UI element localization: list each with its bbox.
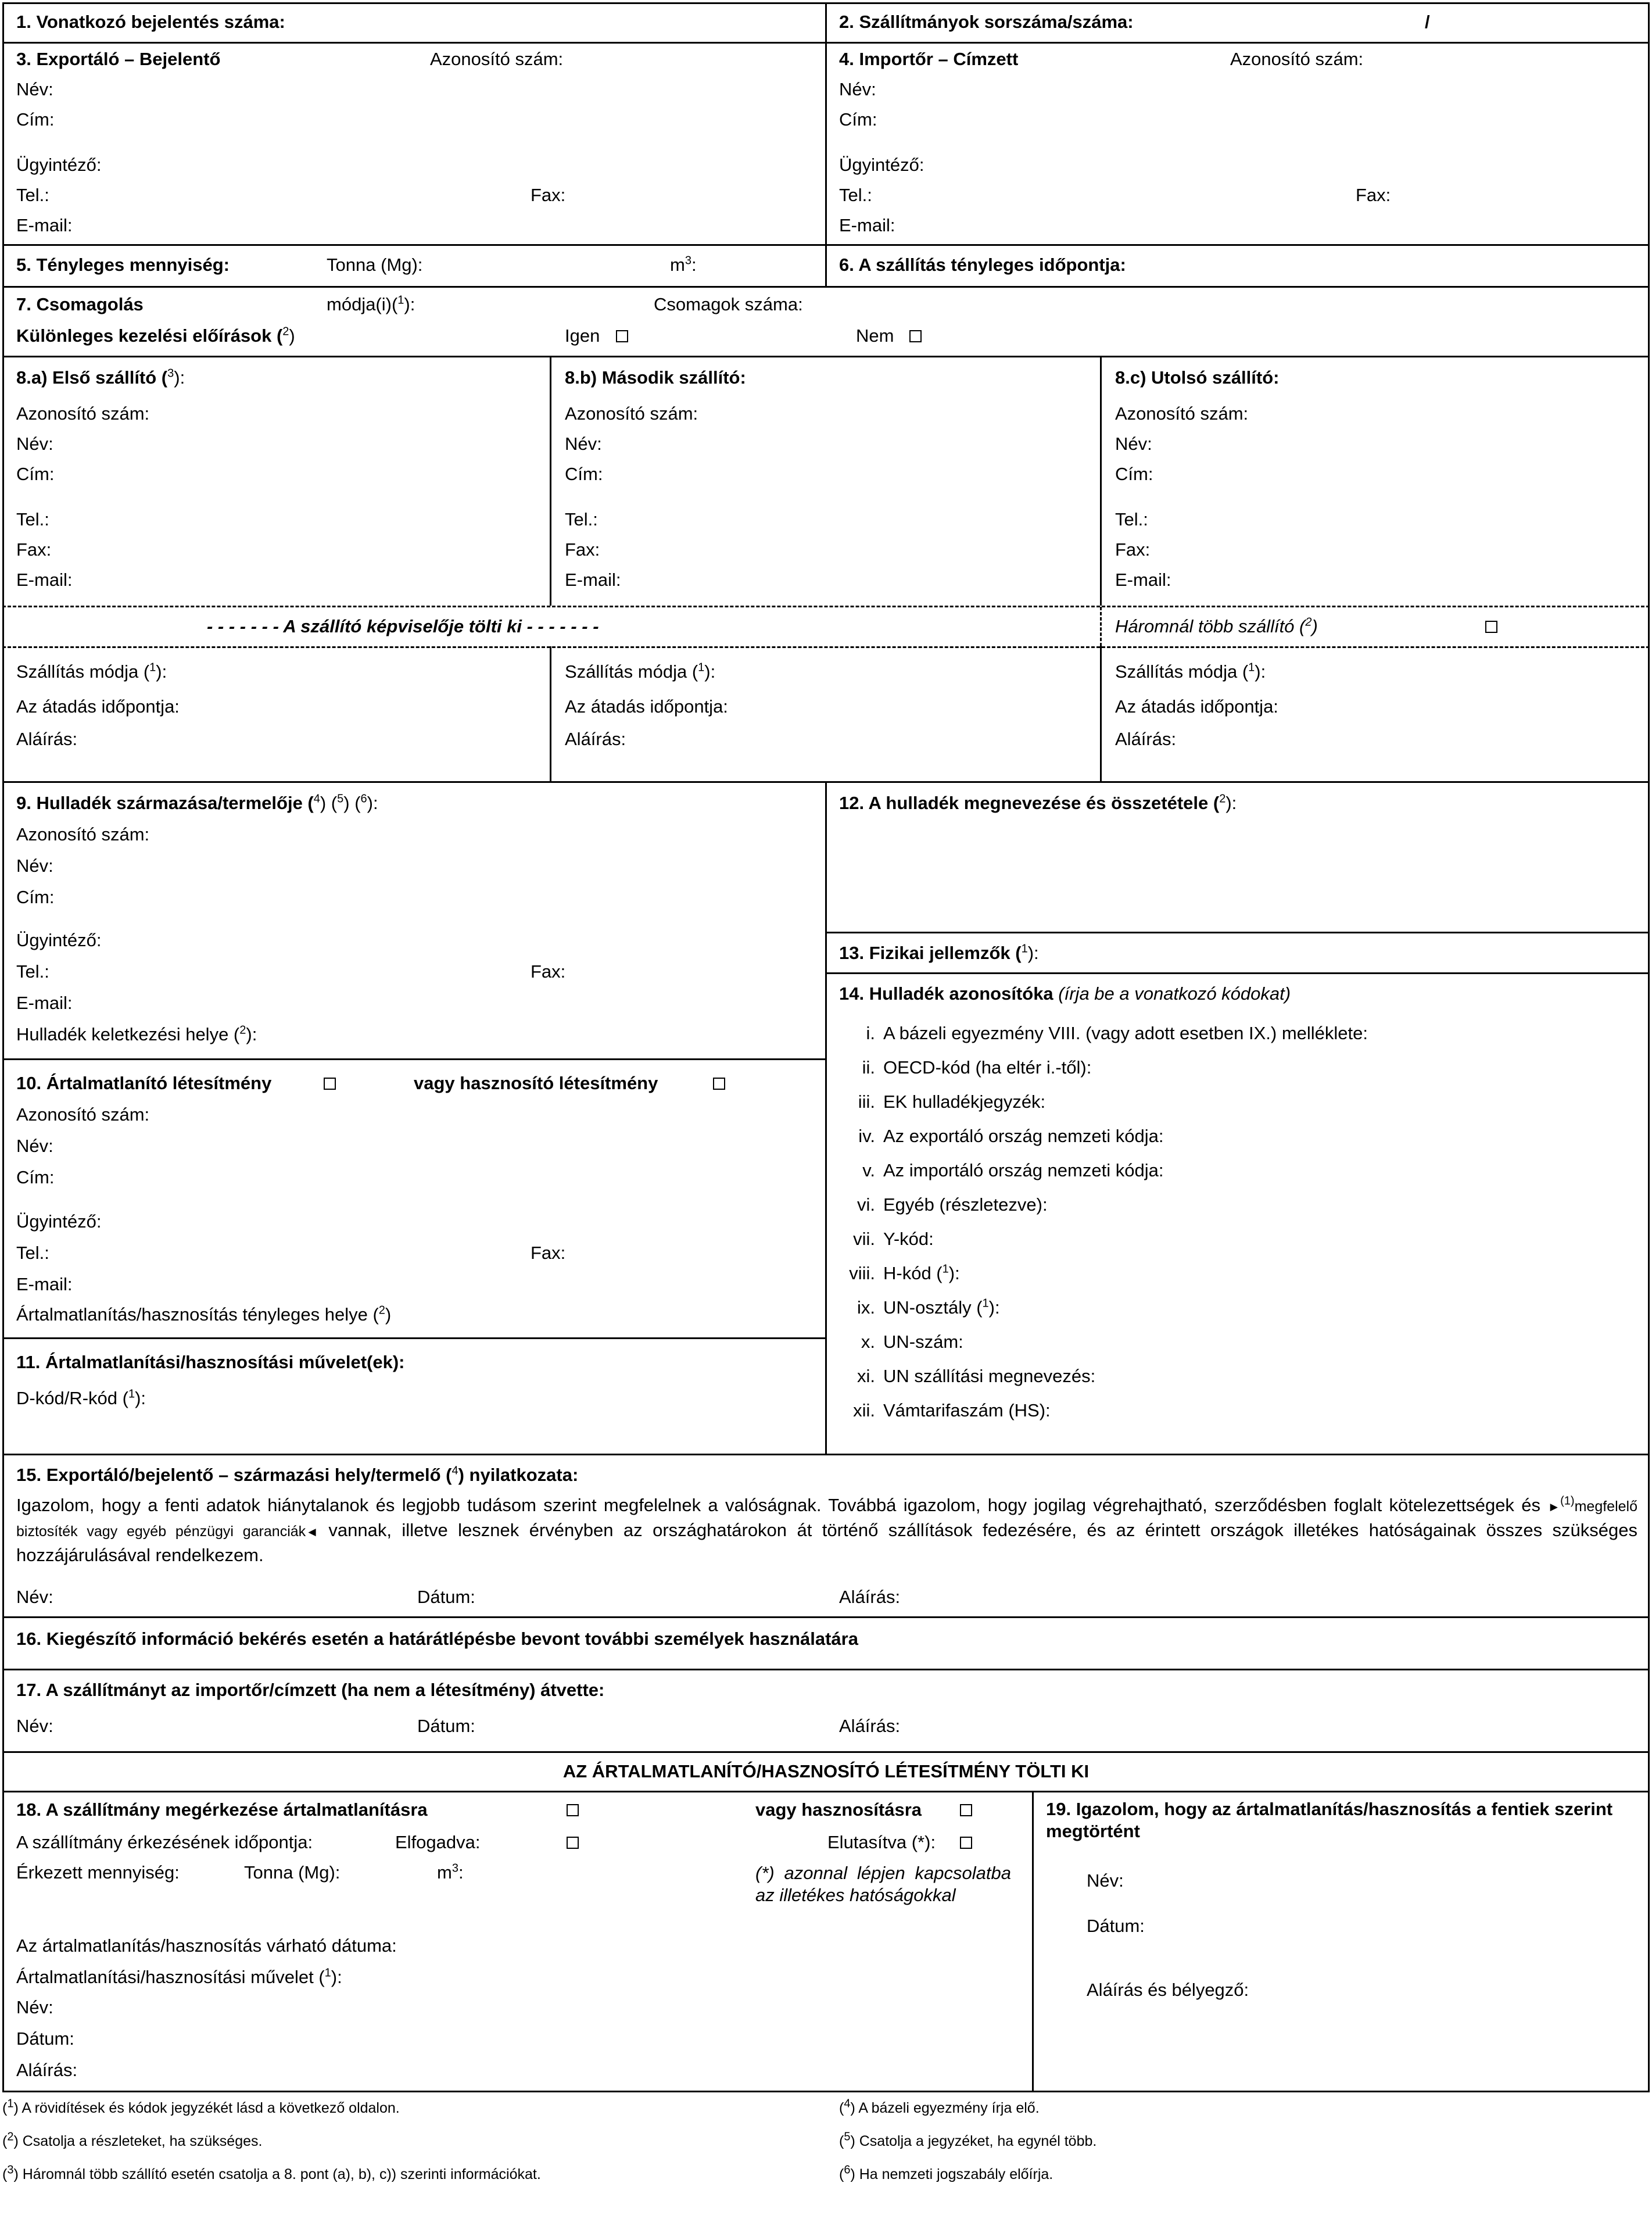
box14-item-end: ): — [988, 1297, 1000, 1318]
box14-item-num: iii. — [858, 1092, 875, 1112]
box7-no-checkbox[interactable] — [909, 330, 922, 342]
box3-email: E-mail: — [16, 215, 73, 235]
box4-label: 4. Importőr – Címzett — [839, 49, 1019, 69]
box18-tonnes: Tonna (Mg): — [244, 1862, 341, 1883]
carrier-first-address: Cím: — [16, 464, 55, 484]
box3-label: 3. Exportáló – Bejelentő — [16, 49, 221, 69]
box14-item-text: H-kód ( — [883, 1263, 943, 1283]
box4-fax: Fax: — [1356, 185, 1391, 205]
box9-id: Azonosító szám: — [16, 824, 150, 845]
box7-type: módja(i)($^1$): — [327, 294, 415, 314]
divider-8b-8c — [1100, 356, 1102, 606]
carrier-second-fax: Fax: — [565, 539, 600, 560]
box5-tonnes: Tonna (Mg): — [327, 255, 423, 275]
box17-date: Dátum: — [417, 1716, 475, 1736]
box10-fax: Fax: — [531, 1243, 566, 1263]
box14-item-sup: 1 — [942, 1262, 949, 1276]
box9-address: Cím: — [16, 887, 55, 907]
footnote: ($^4$) A bázeli egyezmény írja elő. — [839, 2097, 1040, 2116]
box18-accepted-checkbox[interactable] — [567, 1837, 579, 1849]
carrier-second-email: E-mail: — [565, 570, 621, 590]
box14-item-sup: 1 — [982, 1297, 989, 1310]
rule-below-3 — [2, 244, 1650, 246]
box14-item-text: Y-kód: — [883, 1229, 934, 1249]
box10-label: 10. Ártalmatlanító létesítmény — [16, 1073, 272, 1093]
box13-label: 13. Fizikai jellemzők ($^1$): — [839, 942, 1039, 963]
rule-below-13 — [825, 972, 1650, 974]
box3-address: Cím: — [16, 109, 55, 130]
carrier-last-tel: Tel.: — [1115, 509, 1148, 529]
box19-label: 19. Igazolom, hogy az ártalmatlanítás/hasznosítás a fentiek szerint megtörtént — [1046, 1799, 1613, 1841]
footnote-num: 4 — [844, 2097, 851, 2110]
footnote-num: 6 — [844, 2163, 851, 2177]
box15-declaration: Igazolom, hogy a fenti adatok hiánytalanok és legjobb tudásom szerint megfelelnek a valóságnak. Továbbá igazolom, hogy jogilag végrehajtható, szerződésben foglalt kötelezettségek és ►$^{(1)}$megfelelő biztosíték vagy egyéb pénzügyi garanciák◄ vannak, illetve lesznek érvényben az országhatárokon át történő szállítások fedezésére, és az érintett országok illetékes hatóságainak összes szükséges hozzájárulásával rendelkezem. — [16, 1494, 1637, 1565]
box14-item — [839, 1366, 1095, 1387]
box14-item-num: ix. — [857, 1297, 875, 1318]
box14-item-num: ii. — [862, 1057, 875, 1078]
box14-item-num: viii. — [849, 1263, 875, 1283]
box19-signature: Aláírás és bélyegző: — [1087, 1980, 1249, 2000]
box17-name: Név: — [16, 1716, 53, 1736]
box14-item — [839, 1057, 1091, 1078]
carrier-last-transfer-date: Az átadás időpontja: — [1115, 696, 1278, 717]
footnote-num: 3 — [7, 2163, 14, 2177]
box7-yes-checkbox[interactable] — [616, 330, 628, 342]
box19-date: Dátum: — [1087, 1916, 1145, 1936]
box16-label: 16. Kiegészítő információ bekérés esetén a határátlépésbe bevont további személyek használatára — [16, 1629, 858, 1649]
box10-tel: Tel.: — [16, 1243, 49, 1263]
box15-name: Név: — [16, 1587, 53, 1607]
divider-rep-1 — [550, 646, 551, 781]
box9-fax: Fax: — [531, 961, 566, 982]
box14-item — [839, 1229, 934, 1250]
rule-below-banner — [2, 1791, 1650, 1792]
box4-name: Név: — [839, 79, 876, 99]
box18-label: 18. A szállítmány megérkezése ártalmatlanításra — [16, 1799, 428, 1820]
box11-code: D-kód/R-kód ($^1$): — [16, 1387, 146, 1408]
carrier-second-name: Név: — [565, 434, 602, 454]
box4-tel: Tel.: — [839, 185, 872, 205]
dashed-divider-rep — [1100, 607, 1102, 646]
carrier-first-means: Szállítás módja ($^1$): — [16, 661, 167, 682]
box10-site: Ártalmatlanítás/hasznosítás tényleges helye ($^2$) — [16, 1304, 392, 1325]
box18-rejected-checkbox[interactable] — [960, 1837, 972, 1849]
rule-below-17 — [2, 1751, 1650, 1753]
carrier-first-label: 8.a) Első szállító ($^3$): — [16, 367, 185, 388]
facility-banner: AZ ÁRTALMATLANÍTÓ/HASZNOSÍTÓ LÉTESÍTMÉNY TÖLTI KI — [562, 1761, 1090, 1781]
box14-item-num: vii. — [853, 1229, 875, 1249]
box18-name: Név: — [16, 1997, 53, 2017]
box12-label: 12. A hulladék megnevezése és összetétele ($^2$): — [839, 792, 1237, 813]
box14-item-text: OECD-kód (ha eltér i.-től): — [883, 1057, 1092, 1078]
box6-label: 6. A szállítás tényleges időpontja: — [839, 255, 1126, 275]
divider-rep-2 — [1100, 646, 1102, 781]
box3-name: Név: — [16, 79, 53, 99]
box4-contact: Ügyintéző: — [839, 155, 924, 175]
rule-below-7 — [2, 356, 1650, 357]
box14-item-num: xii. — [853, 1400, 875, 1420]
carrier-first-transfer-date: Az átadás időpontja: — [16, 696, 180, 717]
carrier-second-label: 8.b) Második szállító: — [565, 367, 746, 388]
box17-signature: Aláírás: — [839, 1716, 901, 1736]
box14-item — [839, 1297, 1000, 1318]
box10-id: Azonosító szám: — [16, 1104, 150, 1125]
rule-below-1 — [2, 42, 1650, 44]
box9-tel: Tel.: — [16, 961, 49, 982]
footnote-num: 2 — [7, 2130, 14, 2144]
carrier-last-id: Azonosító szám: — [1115, 403, 1249, 424]
box14-item-text: Az importáló ország nemzeti kódja: — [883, 1160, 1164, 1180]
carrier-first-name: Név: — [16, 434, 53, 454]
footnote-text: Ha nemzeti jogszabály előírja. — [859, 2166, 1053, 2182]
box18-signature: Aláírás: — [16, 2060, 78, 2080]
divider-18-19 — [1032, 1791, 1034, 2092]
box10-address: Cím: — [16, 1167, 55, 1187]
box1-label: 1. Vonatkozó bejelentés száma: — [16, 12, 285, 32]
box14-item — [839, 1400, 1051, 1421]
carrier-first-fax: Fax: — [16, 539, 52, 560]
rule-below-11-14 — [2, 1454, 1650, 1455]
box3-contact: Ügyintéző: — [16, 155, 102, 175]
box14-item-num: v. — [862, 1160, 875, 1180]
box14-item-text: Egyéb (részletezve): — [883, 1194, 1048, 1215]
footnote: ($^6$) Ha nemzeti jogszabály előírja. — [839, 2163, 1053, 2182]
box18-rejected: Elutasítva (*): — [827, 1832, 936, 1852]
carrier-last-email: E-mail: — [1115, 570, 1171, 590]
box15-date: Dátum: — [417, 1587, 475, 1607]
footnote: ($^5$) Csatolja a jegyzéket, ha egynél több. — [839, 2130, 1097, 2149]
rule-below-15 — [2, 1616, 1650, 1618]
rule-below-9 — [2, 1058, 825, 1060]
box18-disposal-checkbox[interactable] — [567, 1804, 579, 1816]
box10-or: vagy hasznosító létesítmény — [414, 1073, 658, 1093]
box3-fax: Fax: — [531, 185, 566, 205]
footnote: ($^1$) A rövidítések és kódok jegyzékét lásd a következő oldalon. — [2, 2097, 400, 2116]
box18-m3: $m^3$: — [437, 1862, 464, 1883]
box14-item — [839, 1126, 1163, 1147]
box7-label: 7. Csomagolás — [16, 294, 144, 314]
box10-disposal-checkbox[interactable] — [324, 1078, 336, 1090]
carrier-last-name: Név: — [1115, 434, 1152, 454]
box14-item-num: vi. — [857, 1194, 875, 1215]
carrier-second-id: Azonosító szám: — [565, 403, 698, 424]
carrier-last-label: 8.c) Utolsó szállító: — [1115, 367, 1280, 388]
rule-below-12 — [825, 932, 1650, 933]
box18-or: vagy hasznosításra — [755, 1799, 922, 1820]
rule-below-16 — [2, 1669, 1650, 1670]
box18-note: (*) azonnal lépjen kapcsolatba az illetékes hatóságokkal — [755, 1863, 1011, 1905]
box4-email: E-mail: — [839, 215, 895, 235]
box7-special: Különleges kezelési előírások ($^2$) — [16, 325, 295, 346]
box14-item — [839, 1194, 1048, 1215]
dashed-rule-2 — [2, 646, 1650, 648]
box19-name: Név: — [1087, 1870, 1124, 1891]
box10-recovery-checkbox[interactable] — [713, 1078, 725, 1090]
box14-item-num: xi. — [857, 1366, 875, 1386]
box3-id: Azonosító szám: — [430, 49, 564, 69]
box10-email: E-mail: — [16, 1274, 73, 1294]
box14-item-text: Vámtarifaszám (HS): — [883, 1400, 1051, 1420]
box10-name: Név: — [16, 1136, 53, 1156]
box18-qty: Érkezett mennyiség: — [16, 1862, 180, 1883]
footnote-num: 1 — [7, 2097, 14, 2110]
carrier-second-address: Cím: — [565, 464, 603, 484]
more-than-three-carriers: Háromnál több szállító ($^2$) — [1115, 616, 1318, 636]
box14-item-end: ): — [948, 1263, 960, 1283]
box15-signature: Aláírás: — [839, 1587, 901, 1607]
box14-item — [839, 1263, 960, 1284]
box14-item — [839, 1092, 1045, 1112]
box14-item-num: i. — [866, 1023, 875, 1043]
footnote-num: 5 — [844, 2130, 851, 2144]
carrier-last-signature: Aláírás: — [1115, 729, 1177, 749]
carrier-last-address: Cím: — [1115, 464, 1153, 484]
box18-recovery-checkbox[interactable] — [960, 1804, 972, 1816]
box5-m3: $m^3$: — [670, 254, 697, 275]
box18-arrival: A szállítmány érkezésének időpontja: — [16, 1832, 313, 1852]
carrier-first-tel: Tel.: — [16, 509, 49, 529]
box18-operation: Ártalmatlanítási/hasznosítási művelet ($^1$): — [16, 1966, 342, 1987]
rule-below-10 — [2, 1337, 825, 1339]
footnote: ($^2$) Csatolja a részleteket, ha szükséges. — [2, 2130, 263, 2149]
box18-approx-date: Az ártalmatlanítás/hasznosítás várható dátuma: — [16, 1935, 397, 1956]
carrier-last-fax: Fax: — [1115, 539, 1151, 560]
more-than-three-checkbox[interactable] — [1485, 621, 1497, 633]
footnote: ($^3$) Háromnál több szállító esetén csatolja a 8. pont (a), b), c)) szerinti információkat. — [2, 2163, 541, 2182]
box14-item-num: x. — [861, 1332, 875, 1352]
box2-label: 2. Szállítmányok sorszáma/száma: — [839, 12, 1134, 32]
box9-email: E-mail: — [16, 993, 73, 1013]
box9-site: Hulladék keletkezési helye ($^2$): — [16, 1024, 257, 1044]
box14-item-text: A bázeli egyezmény VIII. (vagy adott esetben IX.) melléklete: — [883, 1023, 1368, 1043]
carrier-last-means: Szállítás módja ($^1$): — [1115, 661, 1266, 682]
box10-contact: Ügyintéző: — [16, 1211, 102, 1232]
footnote-text: A rövidítések és kódok jegyzékét lásd a következő oldalon. — [21, 2100, 400, 2116]
box7-yes-label: Igen — [565, 325, 600, 346]
border-bottom — [2, 2091, 1650, 2092]
footnote-text: Háromnál több szállító esetén csatolja a 8. pont (a), b), c)) szerinti információkat. — [22, 2166, 541, 2182]
box14-item-text: UN-szám: — [883, 1332, 963, 1352]
box7-packages: Csomagok száma: — [654, 294, 803, 314]
box15-label: 15. Exportáló/bejelentő – származási hely/termelő ($^4$) nyilatkozata: — [16, 1464, 579, 1485]
carrier-first-id: Azonosító szám: — [16, 403, 150, 424]
carrier-second-signature: Aláírás: — [565, 729, 626, 749]
carrier-second-transfer-date: Az átadás időpontja: — [565, 696, 728, 717]
box18-date: Dátum: — [16, 2028, 74, 2049]
box4-id: Azonosító szám: — [1230, 49, 1364, 69]
box9-label: 9. Hulladék származása/termelője ($^4$) ($^5$) ($^6$): — [16, 792, 378, 813]
footnote-text: A bázeli egyezmény írja elő. — [858, 2100, 1040, 2116]
box3-tel: Tel.: — [16, 185, 49, 205]
box9-name: Név: — [16, 856, 53, 876]
carrier-second-means: Szállítás módja ($^1$): — [565, 661, 716, 682]
box2-slash: / — [1425, 12, 1430, 32]
box14-item-text: UN szállítási megnevezés: — [883, 1366, 1096, 1386]
box14-item-text: UN-osztály ( — [883, 1297, 983, 1318]
rule-below-5 — [2, 286, 1650, 288]
dashed-rule-1 — [2, 606, 1650, 607]
carrier-first-email: E-mail: — [16, 570, 73, 590]
box14-item — [839, 1023, 1368, 1044]
carrier-first-signature: Aláírás: — [16, 729, 78, 749]
carrier-rep-note: - - - - - - - A szállító képviselője tölti ki - - - - - - - — [207, 616, 599, 636]
box14-item — [839, 1332, 963, 1352]
box14-item-text: Az exportáló ország nemzeti kódja: — [883, 1126, 1164, 1146]
box11-label: 11. Ártalmatlanítási/hasznosítási művelet(ek): — [16, 1352, 405, 1372]
box4-address: Cím: — [839, 109, 877, 130]
box18-accepted: Elfogadva: — [395, 1832, 481, 1852]
box5-label: 5. Tényleges mennyiség: — [16, 255, 230, 275]
box14-item-text: EK hulladékjegyzék: — [883, 1092, 1046, 1112]
box14-label: 14. Hulladék azonosítóka (írja be a vonatkozó kódokat) — [839, 983, 1291, 1004]
box7-no-label: Nem — [856, 325, 894, 346]
divider-8a-8b — [550, 356, 551, 606]
box14-item — [839, 1160, 1163, 1181]
footnote-text: Csatolja a részleteket, ha szükséges. — [22, 2133, 263, 2149]
footnote-text: Csatolja a jegyzéket, ha egynél több. — [859, 2133, 1097, 2149]
box9-contact: Ügyintéző: — [16, 930, 102, 950]
box17-label: 17. A szállítmányt az importőr/címzett (ha nem a létesítmény) átvette: — [16, 1680, 605, 1700]
box14-item-num: iv. — [858, 1126, 875, 1146]
divider-left-right — [825, 781, 827, 1454]
carrier-second-tel: Tel.: — [565, 509, 598, 529]
